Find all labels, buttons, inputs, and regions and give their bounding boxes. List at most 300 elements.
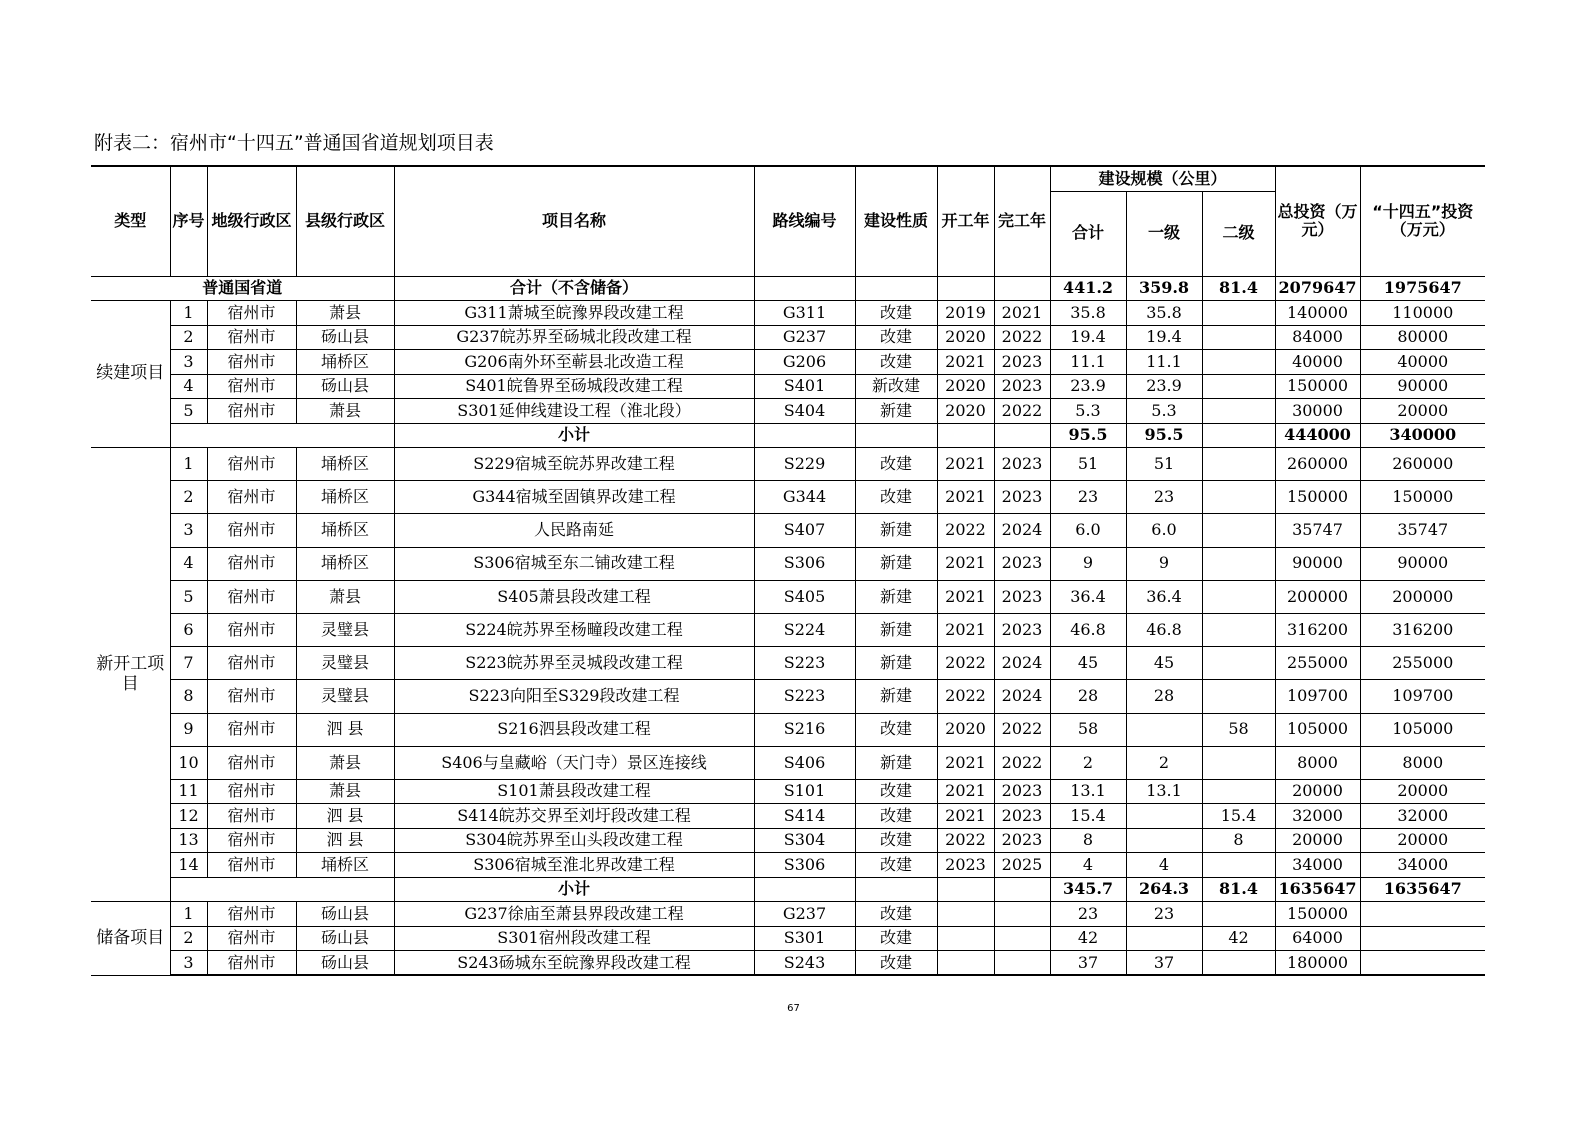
cell-seq: 3 bbox=[170, 951, 207, 976]
cell-investment-145: 200000 bbox=[1360, 580, 1485, 613]
cell-scale-total: 9 bbox=[1050, 547, 1126, 580]
cell-scale-level1: 9 bbox=[1126, 547, 1202, 580]
cell-route: S229 bbox=[754, 448, 855, 481]
cell-scale-level1: 51 bbox=[1126, 448, 1202, 481]
cell-investment: 316200 bbox=[1275, 613, 1360, 646]
cell-nature: 新改建 bbox=[855, 374, 937, 399]
cell-investment-145: 20000 bbox=[1360, 779, 1485, 804]
cell-county: 萧县 bbox=[296, 580, 394, 613]
header-investment: 总投资（万元） bbox=[1275, 166, 1360, 276]
cell-start-year: 2020 bbox=[937, 713, 994, 746]
cell-scale-level1 bbox=[1126, 804, 1202, 829]
cell-project-name: S414皖苏交界至刘圩段改建工程 bbox=[394, 804, 754, 829]
subtotal-scale-level1: 95.5 bbox=[1126, 423, 1202, 448]
cell-nature: 改建 bbox=[855, 325, 937, 350]
cell-project-name: 人民路南延 bbox=[394, 514, 754, 547]
cell-project-name: S306宿城至东二铺改建工程 bbox=[394, 547, 754, 580]
cell-investment: 150000 bbox=[1275, 481, 1360, 514]
cell-scale-level2 bbox=[1202, 746, 1275, 779]
cell-investment: 64000 bbox=[1275, 926, 1360, 951]
cell-scale-total: 13.1 bbox=[1050, 779, 1126, 804]
cell-scale-level1: 45 bbox=[1126, 647, 1202, 680]
cell-nature: 新建 bbox=[855, 399, 937, 424]
cell-scale-level1: 19.4 bbox=[1126, 325, 1202, 350]
cell-scale-level2 bbox=[1202, 547, 1275, 580]
subtotal-investment: 444000 bbox=[1275, 423, 1360, 448]
cell-investment: 105000 bbox=[1275, 713, 1360, 746]
cell-route: S301 bbox=[754, 926, 855, 951]
cell-start-year: 2021 bbox=[937, 613, 994, 646]
subtotal-scale-total: 95.5 bbox=[1050, 423, 1126, 448]
cell-scale-total: 23 bbox=[1050, 902, 1126, 927]
subtotal-scale-total: 345.7 bbox=[1050, 877, 1126, 902]
cell-start-year: 2022 bbox=[937, 514, 994, 547]
cell-scale-level1: 2 bbox=[1126, 746, 1202, 779]
cell-investment: 35747 bbox=[1275, 514, 1360, 547]
cell-project-name: G206南外环至蕲县北改造工程 bbox=[394, 350, 754, 375]
grand-total-scale-total: 441.2 bbox=[1050, 276, 1126, 301]
table-row bbox=[91, 325, 1485, 350]
cell-route: S243 bbox=[754, 951, 855, 976]
cell-project-name: S301宿州段改建工程 bbox=[394, 926, 754, 951]
cell-scale-level2: 8 bbox=[1202, 828, 1275, 853]
cell-investment: 32000 bbox=[1275, 804, 1360, 829]
cell-investment: 200000 bbox=[1275, 580, 1360, 613]
category-cell: 新开工项目 bbox=[91, 448, 170, 902]
cell-county: 萧县 bbox=[296, 399, 394, 424]
cell-start-year: 2022 bbox=[937, 680, 994, 713]
cell-seq: 1 bbox=[170, 448, 207, 481]
cell-city: 宿州市 bbox=[207, 374, 296, 399]
cell-scale-total: 4 bbox=[1050, 853, 1126, 878]
cell-county: 砀山县 bbox=[296, 951, 394, 976]
cell-county: 埇桥区 bbox=[296, 350, 394, 375]
subtotal-row bbox=[91, 423, 1485, 448]
cell-nature: 新建 bbox=[855, 647, 937, 680]
cell-end-year bbox=[994, 951, 1050, 976]
cell-end-year: 2023 bbox=[994, 350, 1050, 375]
cell-nature: 改建 bbox=[855, 853, 937, 878]
cell-end-year: 2023 bbox=[994, 828, 1050, 853]
cell-seq: 5 bbox=[170, 580, 207, 613]
cell-scale-total: 42 bbox=[1050, 926, 1126, 951]
cell-project-name: S306宿城至淮北界改建工程 bbox=[394, 853, 754, 878]
header-city: 地级行政区 bbox=[207, 166, 296, 276]
cell-route: G206 bbox=[754, 350, 855, 375]
cell-route: S407 bbox=[754, 514, 855, 547]
cell-investment-145: 32000 bbox=[1360, 804, 1485, 829]
cell-start-year: 2022 bbox=[937, 647, 994, 680]
cell-seq: 9 bbox=[170, 713, 207, 746]
grand-total-row bbox=[91, 276, 1485, 301]
cell-city: 宿州市 bbox=[207, 613, 296, 646]
subtotal-scale-level1: 264.3 bbox=[1126, 877, 1202, 902]
header-scale-total: 合计 bbox=[1050, 191, 1126, 276]
cell-start-year: 2021 bbox=[937, 746, 994, 779]
cell-scale-level2 bbox=[1202, 399, 1275, 424]
cell-investment-145: 20000 bbox=[1360, 399, 1485, 424]
cell-route: S414 bbox=[754, 804, 855, 829]
cell-start-year: 2021 bbox=[937, 779, 994, 804]
cell-city: 宿州市 bbox=[207, 779, 296, 804]
header-project-name: 项目名称 bbox=[394, 166, 754, 276]
cell-project-name: G237徐庙至萧县界段改建工程 bbox=[394, 902, 754, 927]
cell-scale-total: 2 bbox=[1050, 746, 1126, 779]
table-row bbox=[91, 350, 1485, 375]
cell-project-name: G237皖苏界至砀城北段改建工程 bbox=[394, 325, 754, 350]
cell-county: 萧县 bbox=[296, 746, 394, 779]
subtotal-scale-level2: 81.4 bbox=[1202, 877, 1275, 902]
cell-seq: 13 bbox=[170, 828, 207, 853]
cell-investment: 30000 bbox=[1275, 399, 1360, 424]
cell-city: 宿州市 bbox=[207, 325, 296, 350]
cell-city: 宿州市 bbox=[207, 399, 296, 424]
cell-seq: 1 bbox=[170, 301, 207, 326]
cell-investment: 150000 bbox=[1275, 374, 1360, 399]
cell-nature: 新建 bbox=[855, 746, 937, 779]
cell-county: 埇桥区 bbox=[296, 514, 394, 547]
cell-seq: 2 bbox=[170, 481, 207, 514]
cell-investment: 150000 bbox=[1275, 902, 1360, 927]
cell-investment-145: 40000 bbox=[1360, 350, 1485, 375]
cell-scale-level2 bbox=[1202, 951, 1275, 976]
table-row bbox=[91, 828, 1485, 853]
cell-nature: 改建 bbox=[855, 481, 937, 514]
cell-investment: 34000 bbox=[1275, 853, 1360, 878]
cell-scale-level1: 46.8 bbox=[1126, 613, 1202, 646]
cell-seq: 2 bbox=[170, 926, 207, 951]
header-type: 类型 bbox=[91, 166, 170, 276]
cell-nature: 改建 bbox=[855, 828, 937, 853]
cell-county: 砀山县 bbox=[296, 902, 394, 927]
cell-investment-145 bbox=[1360, 951, 1485, 976]
cell-start-year: 2020 bbox=[937, 399, 994, 424]
cell-investment: 90000 bbox=[1275, 547, 1360, 580]
cell-scale-level2 bbox=[1202, 301, 1275, 326]
cell-scale-total: 6.0 bbox=[1050, 514, 1126, 547]
cell-nature: 改建 bbox=[855, 951, 937, 976]
cell-scale-total: 36.4 bbox=[1050, 580, 1126, 613]
cell-investment-145: 90000 bbox=[1360, 374, 1485, 399]
cell-nature: 新建 bbox=[855, 580, 937, 613]
category-cell: 续建项目 bbox=[91, 301, 170, 448]
cell-scale-level2 bbox=[1202, 613, 1275, 646]
table-row bbox=[91, 951, 1485, 976]
subtotal-label: 小计 bbox=[394, 423, 754, 448]
cell-scale-total: 37 bbox=[1050, 951, 1126, 976]
cell-nature: 改建 bbox=[855, 926, 937, 951]
cell-nature: 新建 bbox=[855, 680, 937, 713]
cell-city: 宿州市 bbox=[207, 647, 296, 680]
cell-seq: 4 bbox=[170, 374, 207, 399]
cell-investment: 140000 bbox=[1275, 301, 1360, 326]
cell-city: 宿州市 bbox=[207, 951, 296, 976]
cell-investment: 8000 bbox=[1275, 746, 1360, 779]
subtotal-label: 小计 bbox=[394, 877, 754, 902]
cell-end-year: 2024 bbox=[994, 680, 1050, 713]
cell-city: 宿州市 bbox=[207, 902, 296, 927]
category-cell: 储备项目 bbox=[91, 902, 170, 976]
cell-scale-total: 23.9 bbox=[1050, 374, 1126, 399]
table-row bbox=[91, 613, 1485, 646]
cell-city: 宿州市 bbox=[207, 448, 296, 481]
table-row bbox=[91, 399, 1485, 424]
cell-investment-145: 255000 bbox=[1360, 647, 1485, 680]
cell-investment-145: 105000 bbox=[1360, 713, 1485, 746]
cell-county: 泗 县 bbox=[296, 828, 394, 853]
cell-scale-total: 35.8 bbox=[1050, 301, 1126, 326]
grand-total-scale-level1: 359.8 bbox=[1126, 276, 1202, 301]
cell-scale-level2 bbox=[1202, 779, 1275, 804]
cell-project-name: G311萧城至皖豫界段改建工程 bbox=[394, 301, 754, 326]
cell-county: 砀山县 bbox=[296, 325, 394, 350]
cell-start-year bbox=[937, 926, 994, 951]
cell-investment: 84000 bbox=[1275, 325, 1360, 350]
cell-investment-145: 109700 bbox=[1360, 680, 1485, 713]
cell-end-year: 2025 bbox=[994, 853, 1050, 878]
cell-city: 宿州市 bbox=[207, 680, 296, 713]
header-seq: 序号 bbox=[170, 166, 207, 276]
cell-investment: 40000 bbox=[1275, 350, 1360, 375]
cell-county: 埇桥区 bbox=[296, 481, 394, 514]
table-row bbox=[91, 301, 1485, 326]
cell-scale-level1: 13.1 bbox=[1126, 779, 1202, 804]
cell-project-name: S216泗县段改建工程 bbox=[394, 713, 754, 746]
cell-project-name: S301延伸线建设工程（淮北段） bbox=[394, 399, 754, 424]
table-row bbox=[91, 902, 1485, 927]
cell-scale-level2: 15.4 bbox=[1202, 804, 1275, 829]
cell-scale-level1: 11.1 bbox=[1126, 350, 1202, 375]
cell-end-year bbox=[994, 902, 1050, 927]
cell-start-year: 2021 bbox=[937, 448, 994, 481]
table-header bbox=[91, 166, 1485, 276]
table-row bbox=[91, 481, 1485, 514]
cell-project-name: S223皖苏界至灵城段改建工程 bbox=[394, 647, 754, 680]
cell-seq: 1 bbox=[170, 902, 207, 927]
header-county: 县级行政区 bbox=[296, 166, 394, 276]
subtotal-investment: 1635647 bbox=[1275, 877, 1360, 902]
table-row bbox=[91, 374, 1485, 399]
cell-end-year: 2023 bbox=[994, 804, 1050, 829]
cell-scale-level1: 23 bbox=[1126, 481, 1202, 514]
cell-city: 宿州市 bbox=[207, 853, 296, 878]
cell-scale-total: 46.8 bbox=[1050, 613, 1126, 646]
cell-route: S216 bbox=[754, 713, 855, 746]
cell-city: 宿州市 bbox=[207, 301, 296, 326]
cell-scale-level1: 6.0 bbox=[1126, 514, 1202, 547]
cell-project-name: S224皖苏界至杨疃段改建工程 bbox=[394, 613, 754, 646]
cell-route: S224 bbox=[754, 613, 855, 646]
cell-scale-level2: 58 bbox=[1202, 713, 1275, 746]
cell-project-name: S304皖苏界至山头段改建工程 bbox=[394, 828, 754, 853]
cell-scale-level2: 42 bbox=[1202, 926, 1275, 951]
cell-nature: 改建 bbox=[855, 448, 937, 481]
cell-seq: 14 bbox=[170, 853, 207, 878]
cell-route: G237 bbox=[754, 902, 855, 927]
cell-start-year bbox=[937, 951, 994, 976]
cell-start-year: 2021 bbox=[937, 804, 994, 829]
grand-total-investment-145: 1975647 bbox=[1360, 276, 1485, 301]
cell-investment-145: 90000 bbox=[1360, 547, 1485, 580]
table-row bbox=[91, 779, 1485, 804]
header-scale-level1: 一级 bbox=[1126, 191, 1202, 276]
cell-investment-145: 150000 bbox=[1360, 481, 1485, 514]
cell-start-year: 2023 bbox=[937, 853, 994, 878]
cell-start-year: 2021 bbox=[937, 481, 994, 514]
subtotal-row bbox=[91, 877, 1485, 902]
cell-scale-level1 bbox=[1126, 713, 1202, 746]
cell-project-name: S101萧县段改建工程 bbox=[394, 779, 754, 804]
cell-start-year: 2021 bbox=[937, 580, 994, 613]
cell-county: 萧县 bbox=[296, 301, 394, 326]
grand-total-investment: 2079647 bbox=[1275, 276, 1360, 301]
cell-scale-total: 5.3 bbox=[1050, 399, 1126, 424]
cell-nature: 新建 bbox=[855, 613, 937, 646]
cell-start-year: 2021 bbox=[937, 547, 994, 580]
cell-investment-145: 20000 bbox=[1360, 828, 1485, 853]
cell-scale-level2 bbox=[1202, 680, 1275, 713]
cell-end-year: 2023 bbox=[994, 448, 1050, 481]
cell-investment-145: 260000 bbox=[1360, 448, 1485, 481]
cell-scale-total: 58 bbox=[1050, 713, 1126, 746]
cell-scale-level1: 5.3 bbox=[1126, 399, 1202, 424]
cell-investment-145 bbox=[1360, 926, 1485, 951]
cell-investment: 260000 bbox=[1275, 448, 1360, 481]
cell-seq: 7 bbox=[170, 647, 207, 680]
cell-city: 宿州市 bbox=[207, 746, 296, 779]
cell-nature: 改建 bbox=[855, 350, 937, 375]
cell-scale-level2 bbox=[1202, 481, 1275, 514]
cell-investment: 20000 bbox=[1275, 828, 1360, 853]
cell-scale-total: 23 bbox=[1050, 481, 1126, 514]
cell-county: 埇桥区 bbox=[296, 547, 394, 580]
cell-seq: 4 bbox=[170, 547, 207, 580]
cell-scale-level2 bbox=[1202, 350, 1275, 375]
table-row bbox=[91, 680, 1485, 713]
cell-city: 宿州市 bbox=[207, 926, 296, 951]
cell-investment-145: 35747 bbox=[1360, 514, 1485, 547]
cell-route: S405 bbox=[754, 580, 855, 613]
cell-end-year: 2022 bbox=[994, 325, 1050, 350]
grand-total-label: 普通国省道 bbox=[91, 276, 394, 301]
cell-start-year: 2020 bbox=[937, 374, 994, 399]
cell-scale-total: 19.4 bbox=[1050, 325, 1126, 350]
cell-investment-145: 80000 bbox=[1360, 325, 1485, 350]
cell-county: 埇桥区 bbox=[296, 448, 394, 481]
header-scale-level2: 二级 bbox=[1202, 191, 1275, 276]
cell-start-year bbox=[937, 902, 994, 927]
cell-scale-total: 51 bbox=[1050, 448, 1126, 481]
cell-route: G237 bbox=[754, 325, 855, 350]
table-row bbox=[91, 926, 1485, 951]
cell-nature: 改建 bbox=[855, 779, 937, 804]
header-end-year: 完工年 bbox=[994, 166, 1050, 276]
cell-county: 灵璧县 bbox=[296, 680, 394, 713]
table-row bbox=[91, 804, 1485, 829]
cell-county: 砀山县 bbox=[296, 926, 394, 951]
cell-seq: 10 bbox=[170, 746, 207, 779]
subtotal-investment-145: 1635647 bbox=[1360, 877, 1485, 902]
cell-county: 埇桥区 bbox=[296, 853, 394, 878]
cell-nature: 改建 bbox=[855, 713, 937, 746]
grand-total-name: 合计（不含储备） bbox=[394, 276, 754, 301]
cell-end-year: 2023 bbox=[994, 547, 1050, 580]
cell-scale-level1 bbox=[1126, 926, 1202, 951]
cell-project-name: S229宿城至皖苏界改建工程 bbox=[394, 448, 754, 481]
cell-start-year: 2021 bbox=[937, 350, 994, 375]
cell-nature: 新建 bbox=[855, 547, 937, 580]
cell-scale-level1: 35.8 bbox=[1126, 301, 1202, 326]
table-row bbox=[91, 448, 1485, 481]
cell-county: 泗 县 bbox=[296, 804, 394, 829]
cell-nature: 改建 bbox=[855, 902, 937, 927]
cell-county: 灵璧县 bbox=[296, 613, 394, 646]
cell-investment: 109700 bbox=[1275, 680, 1360, 713]
header-scale: 建设规模（公里） bbox=[1050, 166, 1275, 191]
cell-scale-total: 8 bbox=[1050, 828, 1126, 853]
subtotal-investment-145: 340000 bbox=[1360, 423, 1485, 448]
cell-seq: 11 bbox=[170, 779, 207, 804]
cell-route: S304 bbox=[754, 828, 855, 853]
cell-city: 宿州市 bbox=[207, 350, 296, 375]
cell-end-year: 2022 bbox=[994, 713, 1050, 746]
cell-end-year: 2023 bbox=[994, 374, 1050, 399]
cell-start-year: 2019 bbox=[937, 301, 994, 326]
cell-county: 灵璧县 bbox=[296, 647, 394, 680]
cell-city: 宿州市 bbox=[207, 580, 296, 613]
table-row bbox=[91, 713, 1485, 746]
page-title: 附表二：宿州市“十四五”普通国省道规划项目表 bbox=[94, 132, 494, 154]
cell-end-year bbox=[994, 926, 1050, 951]
project-table bbox=[91, 165, 1485, 976]
cell-nature: 改建 bbox=[855, 804, 937, 829]
cell-scale-level2 bbox=[1202, 325, 1275, 350]
cell-route: S306 bbox=[754, 547, 855, 580]
cell-county: 泗 县 bbox=[296, 713, 394, 746]
cell-route: S223 bbox=[754, 680, 855, 713]
grand-total-scale-level2: 81.4 bbox=[1202, 276, 1275, 301]
cell-end-year: 2023 bbox=[994, 481, 1050, 514]
cell-seq: 3 bbox=[170, 514, 207, 547]
cell-project-name: S406与皇藏峪（天门寺）景区连接线 bbox=[394, 746, 754, 779]
cell-project-name: S405萧县段改建工程 bbox=[394, 580, 754, 613]
cell-route: S223 bbox=[754, 647, 855, 680]
cell-start-year: 2020 bbox=[937, 325, 994, 350]
cell-end-year: 2022 bbox=[994, 746, 1050, 779]
cell-route: S306 bbox=[754, 853, 855, 878]
header-investment-145: “十四五”投资（万元） bbox=[1360, 166, 1485, 276]
subtotal-scale-level2 bbox=[1202, 423, 1275, 448]
cell-seq: 5 bbox=[170, 399, 207, 424]
cell-scale-level2 bbox=[1202, 647, 1275, 680]
cell-route: S101 bbox=[754, 779, 855, 804]
cell-scale-level2 bbox=[1202, 448, 1275, 481]
cell-project-name: G344宿城至固镇界改建工程 bbox=[394, 481, 754, 514]
header-start-year: 开工年 bbox=[937, 166, 994, 276]
cell-investment-145: 8000 bbox=[1360, 746, 1485, 779]
cell-end-year: 2022 bbox=[994, 399, 1050, 424]
cell-end-year: 2023 bbox=[994, 613, 1050, 646]
table-row bbox=[91, 746, 1485, 779]
cell-scale-total: 15.4 bbox=[1050, 804, 1126, 829]
cell-start-year: 2022 bbox=[937, 828, 994, 853]
cell-route: S404 bbox=[754, 399, 855, 424]
table-row bbox=[91, 647, 1485, 680]
cell-scale-level2 bbox=[1202, 853, 1275, 878]
cell-investment-145: 316200 bbox=[1360, 613, 1485, 646]
cell-route: G311 bbox=[754, 301, 855, 326]
cell-investment-145 bbox=[1360, 902, 1485, 927]
